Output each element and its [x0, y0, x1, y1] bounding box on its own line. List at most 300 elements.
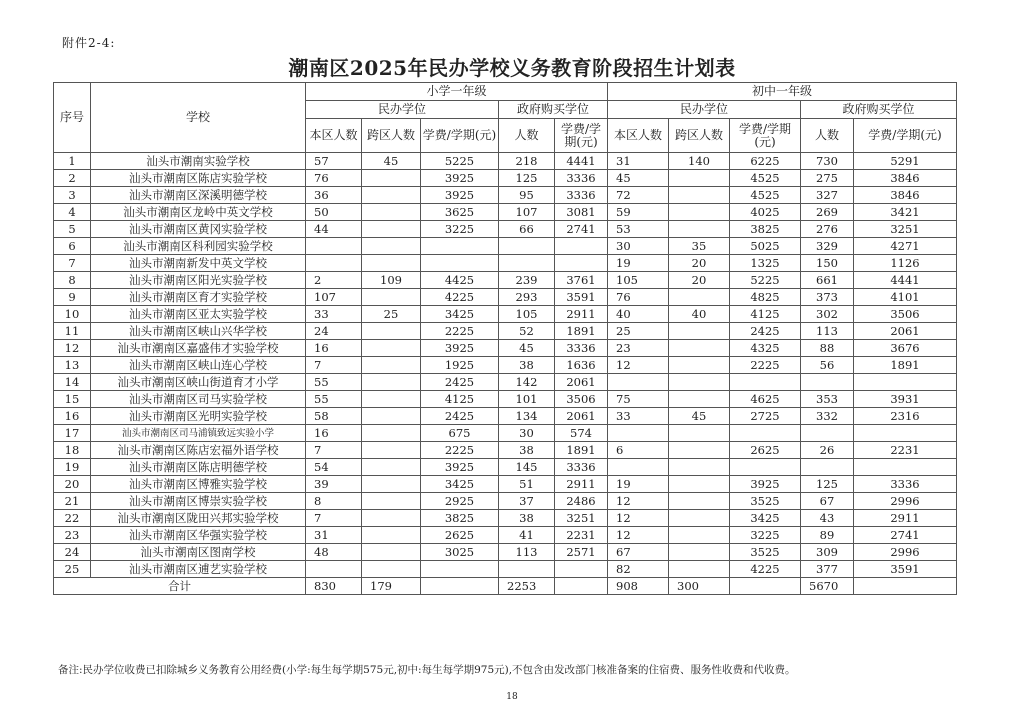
header-p-fee: 学费/学期(元) — [421, 119, 499, 153]
cell-j-fee: 4125 — [730, 306, 801, 323]
cell-p-local — [306, 238, 362, 255]
total-label: 合计 — [54, 578, 306, 595]
cell-j-cross: 35 — [669, 238, 730, 255]
cell-j-fee: 4525 — [730, 170, 801, 187]
table-row — [54, 374, 957, 391]
cell-p-fee: 5225 — [421, 153, 499, 170]
cell-j-fee — [730, 425, 801, 442]
cell-name: 汕头市潮南区科利园实验学校 — [91, 238, 306, 255]
cell-j-gov: 353 — [801, 391, 854, 408]
cell-p-gov-fee: 2571 — [555, 544, 608, 561]
table-row — [54, 170, 957, 187]
cell-j-cross — [669, 323, 730, 340]
cell-p-gov: 38 — [499, 442, 555, 459]
cell-p-local: 7 — [306, 510, 362, 527]
table-body — [54, 153, 957, 578]
cell-name: 汕头市潮南区黄冈实验学校 — [91, 221, 306, 238]
cell-p-gov-fee: 2911 — [555, 476, 608, 493]
cell-j-gov: 327 — [801, 187, 854, 204]
cell-p-fee: 3225 — [421, 221, 499, 238]
cell-j-gov: 730 — [801, 153, 854, 170]
cell-p-cross: 25 — [362, 306, 421, 323]
header-j-local: 本区人数 — [608, 119, 669, 153]
cell-j-cross — [669, 510, 730, 527]
cell-name: 汕头市潮南区阳光实验学校 — [91, 272, 306, 289]
cell-p-gov: 107 — [499, 204, 555, 221]
cell-j-cross: 140 — [669, 153, 730, 170]
total-j-local: 908 — [608, 578, 669, 595]
cell-j-gov-fee: 2316 — [854, 408, 957, 425]
cell-j-gov-fee: 3846 — [854, 187, 957, 204]
cell-p-gov: 66 — [499, 221, 555, 238]
cell-j-local: 59 — [608, 204, 669, 221]
cell-p-fee: 675 — [421, 425, 499, 442]
cell-seq: 15 — [54, 391, 91, 408]
cell-name: 汕头市潮南区育才实验学校 — [91, 289, 306, 306]
cell-j-gov-fee: 2996 — [854, 493, 957, 510]
cell-p-gov-fee: 574 — [555, 425, 608, 442]
cell-name: 汕头市潮南区峡山兴华学校 — [91, 323, 306, 340]
cell-p-local: 76 — [306, 170, 362, 187]
cell-j-gov-fee: 3506 — [854, 306, 957, 323]
cell-j-gov: 67 — [801, 493, 854, 510]
cell-p-gov: 30 — [499, 425, 555, 442]
cell-p-cross — [362, 527, 421, 544]
cell-p-cross — [362, 170, 421, 187]
cell-name: 汕头市潮南区峡山街道育才小学 — [91, 374, 306, 391]
cell-j-fee — [730, 374, 801, 391]
cell-p-fee: 3425 — [421, 306, 499, 323]
table-row — [54, 238, 957, 255]
cell-p-gov: 41 — [499, 527, 555, 544]
table-row — [54, 187, 957, 204]
cell-j-local: 72 — [608, 187, 669, 204]
cell-p-cross — [362, 221, 421, 238]
cell-j-gov: 373 — [801, 289, 854, 306]
table-row — [54, 510, 957, 527]
cell-j-gov: 309 — [801, 544, 854, 561]
cell-name: 汕头市潮南区华强实验学校 — [91, 527, 306, 544]
cell-j-cross — [669, 425, 730, 442]
cell-j-cross — [669, 374, 730, 391]
cell-seq: 22 — [54, 510, 91, 527]
cell-p-gov-fee: 2911 — [555, 306, 608, 323]
cell-name: 汕头市潮南区博崇实验学校 — [91, 493, 306, 510]
cell-j-gov-fee — [854, 425, 957, 442]
cell-p-gov — [499, 561, 555, 578]
cell-seq: 24 — [54, 544, 91, 561]
cell-name: 汕头市潮南区峡山连心学校 — [91, 357, 306, 374]
cell-p-gov-fee: 3336 — [555, 170, 608, 187]
cell-p-fee: 3425 — [421, 476, 499, 493]
cell-j-fee: 5025 — [730, 238, 801, 255]
cell-p-gov-fee: 2061 — [555, 374, 608, 391]
cell-p-fee: 2225 — [421, 323, 499, 340]
cell-p-fee: 3925 — [421, 459, 499, 476]
cell-p-cross — [362, 357, 421, 374]
cell-p-fee: 3625 — [421, 204, 499, 221]
cell-j-fee: 2625 — [730, 442, 801, 459]
header-p-cross: 跨区人数 — [362, 119, 421, 153]
attachment-label: 附件2-4: — [62, 36, 116, 50]
cell-p-gov: 38 — [499, 510, 555, 527]
table-row — [54, 357, 957, 374]
cell-p-fee: 2925 — [421, 493, 499, 510]
header-junior-private: 民办学位 — [608, 101, 801, 119]
table-row — [54, 289, 957, 306]
cell-j-gov-fee: 3676 — [854, 340, 957, 357]
cell-j-gov-fee: 4101 — [854, 289, 957, 306]
cell-j-fee: 4225 — [730, 561, 801, 578]
cell-j-gov: 275 — [801, 170, 854, 187]
cell-p-local — [306, 561, 362, 578]
total-j-gov-fee — [854, 578, 957, 595]
cell-j-gov-fee: 2231 — [854, 442, 957, 459]
header-j-gov-fee: 学费/学期(元) — [854, 119, 957, 153]
header-primary-private: 民办学位 — [306, 101, 499, 119]
cell-j-cross — [669, 289, 730, 306]
cell-j-local: 30 — [608, 238, 669, 255]
cell-p-gov: 113 — [499, 544, 555, 561]
page-title: 潮南区2025年民办学校义务教育阶段招生计划表 — [288, 56, 736, 80]
cell-p-gov: 142 — [499, 374, 555, 391]
total-p-gov: 2253 — [499, 578, 555, 595]
cell-name: 汕头市潮南区嘉盛伟才实验学校 — [91, 340, 306, 357]
table-row — [54, 153, 957, 170]
cell-j-fee: 3925 — [730, 476, 801, 493]
cell-p-gov — [499, 255, 555, 272]
cell-j-local: 25 — [608, 323, 669, 340]
cell-j-gov: 113 — [801, 323, 854, 340]
cell-j-cross — [669, 442, 730, 459]
cell-j-cross — [669, 391, 730, 408]
cell-j-gov-fee: 5291 — [854, 153, 957, 170]
cell-j-fee: 2225 — [730, 357, 801, 374]
cell-j-local: 6 — [608, 442, 669, 459]
cell-seq: 8 — [54, 272, 91, 289]
cell-j-gov: 56 — [801, 357, 854, 374]
cell-j-local: 40 — [608, 306, 669, 323]
cell-j-gov-fee: 3421 — [854, 204, 957, 221]
cell-j-local — [608, 425, 669, 442]
cell-name: 汕头市潮南新发中英文学校 — [91, 255, 306, 272]
cell-j-fee — [730, 459, 801, 476]
cell-p-local: 39 — [306, 476, 362, 493]
total-row — [54, 578, 957, 595]
table-row — [54, 408, 957, 425]
cell-j-cross — [669, 459, 730, 476]
cell-p-local: 54 — [306, 459, 362, 476]
cell-p-gov-fee: 1636 — [555, 357, 608, 374]
cell-p-cross — [362, 255, 421, 272]
table-row — [54, 476, 957, 493]
cell-p-gov: 239 — [499, 272, 555, 289]
cell-p-cross — [362, 238, 421, 255]
cell-p-fee: 2225 — [421, 442, 499, 459]
cell-p-fee — [421, 238, 499, 255]
cell-j-local — [608, 459, 669, 476]
cell-name: 汕头市潮南区逋艺实验学校 — [91, 561, 306, 578]
cell-p-gov-fee: 3081 — [555, 204, 608, 221]
cell-seq: 17 — [54, 425, 91, 442]
cell-j-fee: 6225 — [730, 153, 801, 170]
cell-j-local: 23 — [608, 340, 669, 357]
cell-seq: 3 — [54, 187, 91, 204]
cell-p-local: 16 — [306, 425, 362, 442]
cell-p-gov: 45 — [499, 340, 555, 357]
table-row — [54, 272, 957, 289]
header-junior: 初中一年级 — [608, 83, 957, 101]
table-row — [54, 425, 957, 442]
cell-seq: 13 — [54, 357, 91, 374]
cell-name: 汕头市潮南区司马浦镇致远实验小学 — [91, 425, 306, 442]
cell-j-gov-fee: 1891 — [854, 357, 957, 374]
cell-p-gov-fee: 3591 — [555, 289, 608, 306]
header-j-fee: 学费/学期(元) — [730, 119, 801, 153]
cell-j-cross: 45 — [669, 408, 730, 425]
cell-p-gov-fee: 2486 — [555, 493, 608, 510]
cell-p-cross — [362, 323, 421, 340]
cell-j-cross — [669, 544, 730, 561]
cell-p-local — [306, 255, 362, 272]
cell-j-cross — [669, 561, 730, 578]
cell-p-local: 8 — [306, 493, 362, 510]
cell-p-cross — [362, 459, 421, 476]
cell-j-gov: 332 — [801, 408, 854, 425]
cell-j-fee: 2425 — [730, 323, 801, 340]
cell-j-gov: 276 — [801, 221, 854, 238]
header-p-gov-count: 人数 — [499, 119, 555, 153]
cell-p-gov: 101 — [499, 391, 555, 408]
cell-p-fee — [421, 561, 499, 578]
cell-j-local: 67 — [608, 544, 669, 561]
cell-p-gov: 105 — [499, 306, 555, 323]
cell-p-local: 33 — [306, 306, 362, 323]
total-j-cross: 300 — [669, 578, 730, 595]
cell-p-fee: 2625 — [421, 527, 499, 544]
cell-p-local: 55 — [306, 374, 362, 391]
table-row — [54, 493, 957, 510]
cell-p-fee: 2425 — [421, 374, 499, 391]
cell-p-local: 7 — [306, 442, 362, 459]
cell-p-fee: 3925 — [421, 187, 499, 204]
cell-p-fee: 1925 — [421, 357, 499, 374]
cell-p-gov — [499, 238, 555, 255]
cell-j-fee: 5225 — [730, 272, 801, 289]
cell-p-local: 58 — [306, 408, 362, 425]
cell-j-gov-fee: 4271 — [854, 238, 957, 255]
cell-name: 汕头市潮南区龙岭中英文学校 — [91, 204, 306, 221]
table-row — [54, 340, 957, 357]
cell-p-gov-fee: 3251 — [555, 510, 608, 527]
page-number: 18 — [506, 692, 518, 702]
cell-j-fee: 4625 — [730, 391, 801, 408]
cell-j-cross: 20 — [669, 272, 730, 289]
cell-seq: 6 — [54, 238, 91, 255]
cell-j-gov-fee: 3846 — [854, 170, 957, 187]
cell-seq: 20 — [54, 476, 91, 493]
cell-seq: 2 — [54, 170, 91, 187]
table-row — [54, 306, 957, 323]
cell-p-fee: 3025 — [421, 544, 499, 561]
cell-j-local: 12 — [608, 357, 669, 374]
cell-p-cross: 45 — [362, 153, 421, 170]
total-p-fee — [421, 578, 499, 595]
cell-name: 汕头市潮南区光明实验学校 — [91, 408, 306, 425]
total-p-local: 830 — [306, 578, 362, 595]
cell-p-gov-fee: 2061 — [555, 408, 608, 425]
cell-seq: 12 — [54, 340, 91, 357]
cell-name: 汕头市潮南区亚太实验学校 — [91, 306, 306, 323]
cell-j-fee: 4325 — [730, 340, 801, 357]
table-row — [54, 323, 957, 340]
header-junior-gov: 政府购买学位 — [801, 101, 957, 119]
table-row — [54, 255, 957, 272]
cell-j-local: 12 — [608, 510, 669, 527]
header-p-local: 本区人数 — [306, 119, 362, 153]
cell-p-cross — [362, 340, 421, 357]
cell-j-gov: 269 — [801, 204, 854, 221]
cell-seq: 11 — [54, 323, 91, 340]
footnote: 备注:民办学位收费已扣除城乡义务教育公用经费(小学:每生每学期575元,初中:每生每学期975元),不包含由发改部门核准备案的住宿费、服务性收费和代收费。 — [58, 664, 796, 676]
cell-p-gov-fee: 1891 — [555, 442, 608, 459]
cell-p-local: 48 — [306, 544, 362, 561]
cell-p-cross — [362, 204, 421, 221]
cell-j-gov-fee: 2996 — [854, 544, 957, 561]
cell-p-fee: 3925 — [421, 340, 499, 357]
cell-j-local — [608, 374, 669, 391]
cell-p-local: 31 — [306, 527, 362, 544]
total-p-cross: 179 — [362, 578, 421, 595]
cell-p-gov-fee: 3506 — [555, 391, 608, 408]
cell-p-local: 16 — [306, 340, 362, 357]
cell-p-local: 55 — [306, 391, 362, 408]
table-row — [54, 204, 957, 221]
cell-p-gov-fee: 3336 — [555, 459, 608, 476]
cell-p-cross — [362, 544, 421, 561]
cell-j-local: 19 — [608, 255, 669, 272]
cell-seq: 19 — [54, 459, 91, 476]
cell-j-gov-fee: 4441 — [854, 272, 957, 289]
cell-j-cross — [669, 476, 730, 493]
cell-j-gov: 43 — [801, 510, 854, 527]
cell-j-gov — [801, 459, 854, 476]
cell-p-cross — [362, 493, 421, 510]
cell-p-local: 7 — [306, 357, 362, 374]
cell-p-local: 107 — [306, 289, 362, 306]
cell-j-fee: 2725 — [730, 408, 801, 425]
cell-p-gov-fee: 2741 — [555, 221, 608, 238]
cell-j-fee: 3425 — [730, 510, 801, 527]
cell-p-cross — [362, 476, 421, 493]
cell-p-gov: 293 — [499, 289, 555, 306]
cell-p-local: 36 — [306, 187, 362, 204]
table-row — [54, 561, 957, 578]
total-p-gov-fee — [555, 578, 608, 595]
cell-name: 汕头市潮南区陇田兴邦实验学校 — [91, 510, 306, 527]
cell-j-cross — [669, 187, 730, 204]
cell-j-gov-fee: 3931 — [854, 391, 957, 408]
cell-seq: 1 — [54, 153, 91, 170]
header-primary-gov: 政府购买学位 — [499, 101, 608, 119]
cell-p-gov-fee — [555, 255, 608, 272]
cell-j-local: 12 — [608, 527, 669, 544]
cell-seq: 18 — [54, 442, 91, 459]
cell-name: 汕头市潮南区司马实验学校 — [91, 391, 306, 408]
cell-seq: 9 — [54, 289, 91, 306]
cell-j-gov — [801, 374, 854, 391]
cell-j-cross: 40 — [669, 306, 730, 323]
cell-seq: 14 — [54, 374, 91, 391]
cell-j-fee: 3525 — [730, 493, 801, 510]
header-j-gov-count: 人数 — [801, 119, 854, 153]
cell-p-gov: 38 — [499, 357, 555, 374]
cell-j-gov-fee: 3336 — [854, 476, 957, 493]
cell-p-gov: 52 — [499, 323, 555, 340]
cell-seq: 7 — [54, 255, 91, 272]
cell-j-gov-fee: 1126 — [854, 255, 957, 272]
cell-p-cross — [362, 187, 421, 204]
table-row — [54, 221, 957, 238]
cell-p-cross — [362, 374, 421, 391]
cell-seq: 16 — [54, 408, 91, 425]
cell-j-gov-fee: 2911 — [854, 510, 957, 527]
cell-p-cross — [362, 442, 421, 459]
cell-j-cross — [669, 493, 730, 510]
cell-name: 汕头市潮南区陈店宏福外语学校 — [91, 442, 306, 459]
header-j-cross: 跨区人数 — [669, 119, 730, 153]
cell-p-gov-fee: 1891 — [555, 323, 608, 340]
cell-j-cross: 20 — [669, 255, 730, 272]
cell-name: 汕头市潮南区博雅实验学校 — [91, 476, 306, 493]
cell-p-gov: 134 — [499, 408, 555, 425]
cell-j-gov-fee: 2061 — [854, 323, 957, 340]
header-p-gov-fee: 学费/学期(元) — [555, 119, 608, 153]
cell-j-local: 75 — [608, 391, 669, 408]
cell-p-cross — [362, 510, 421, 527]
cell-name: 汕头市潮南区陈店明德学校 — [91, 459, 306, 476]
cell-j-local: 76 — [608, 289, 669, 306]
cell-seq: 4 — [54, 204, 91, 221]
cell-p-local: 57 — [306, 153, 362, 170]
cell-j-gov — [801, 425, 854, 442]
cell-seq: 21 — [54, 493, 91, 510]
cell-p-gov-fee: 4441 — [555, 153, 608, 170]
cell-j-local: 53 — [608, 221, 669, 238]
cell-j-gov-fee — [854, 374, 957, 391]
cell-p-gov-fee: 3336 — [555, 340, 608, 357]
cell-seq: 25 — [54, 561, 91, 578]
cell-j-gov-fee: 2741 — [854, 527, 957, 544]
cell-p-gov-fee: 2231 — [555, 527, 608, 544]
cell-p-local: 24 — [306, 323, 362, 340]
cell-j-cross — [669, 170, 730, 187]
cell-p-local: 50 — [306, 204, 362, 221]
cell-j-cross — [669, 527, 730, 544]
cell-seq: 23 — [54, 527, 91, 544]
cell-p-fee: 3925 — [421, 170, 499, 187]
cell-j-gov-fee: 3591 — [854, 561, 957, 578]
total-j-gov: 5670 — [801, 578, 854, 595]
cell-p-gov: 51 — [499, 476, 555, 493]
cell-j-gov: 125 — [801, 476, 854, 493]
cell-j-fee: 4025 — [730, 204, 801, 221]
cell-j-cross — [669, 340, 730, 357]
cell-j-gov: 26 — [801, 442, 854, 459]
cell-p-cross — [362, 391, 421, 408]
cell-p-gov: 145 — [499, 459, 555, 476]
cell-p-gov-fee: 3336 — [555, 187, 608, 204]
